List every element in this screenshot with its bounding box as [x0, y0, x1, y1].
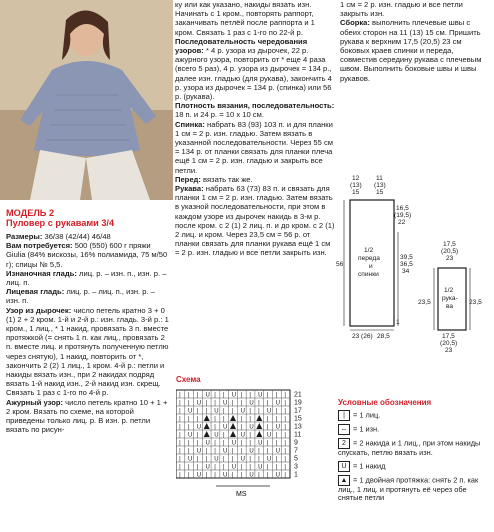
dim-hem: 1 — [396, 319, 400, 326]
sizes-label: Размеры: — [6, 232, 43, 241]
row-number: 3 — [294, 463, 298, 471]
eyelet-pattern-value: число петель кратно 3 + 0 (1) 2 + 2 кром. 1-й и 2-й р.: изн. гладь. 3-й р.: 1 кром., 1 лиц., * 1 накид, провязать 3 п. вместе протяжкой (= снять 1 п. как лиц., провязать 2 п. вместе лиц. и протянуть полученную петлю через снятую), 1 накид, повторить от *, закончить 2 (2) 1 лиц., 1 кром. 4-й р.: петли и накиды вязать изн., при 2 накидах подряд вязать 1-й накид изн., 2-й накид изн. скрещ. Связать 1 раз с 1-го по 4-й р. — [6, 305, 169, 398]
instructions-column-1 — [6, 232, 169, 434]
front-label: Перед: — [175, 174, 201, 184]
yarn-over-mark: U — [223, 448, 228, 455]
yarn-over-mark: U — [249, 400, 254, 407]
legend-item — [338, 438, 490, 458]
knit-mark: | — [240, 440, 243, 447]
knit-mark: | — [231, 448, 234, 455]
yarn-over-mark: U — [275, 424, 280, 431]
dim-side: 39,5 — [400, 254, 413, 261]
legend-text: = 1 двойная протяжка: снять 2 п. как лиц., 1 лиц. и протянуть её через обе снятые петли — [338, 475, 479, 503]
knit-mark: | — [249, 392, 251, 399]
knit-mark: | — [223, 416, 225, 423]
knit-mark: | — [187, 400, 190, 407]
dim-sleeve-bottom: 17,5 — [442, 333, 455, 340]
legend-text: = 2 накида и 1 лиц., при этом накиды спускать, петлю вязать изн. — [338, 438, 481, 457]
yarn-over-mark: U — [214, 408, 219, 415]
knit-mark: | — [214, 464, 216, 471]
knit-mark: | — [284, 424, 286, 431]
knit-mark: | — [179, 440, 181, 447]
row-number: 21 — [294, 391, 302, 399]
knit-mark: | — [266, 464, 269, 471]
reverse-stockinette-label: Изнаночная гладь: — [6, 268, 77, 278]
model-heading — [6, 208, 114, 228]
knit-mark: | — [223, 408, 225, 415]
knit-mark: | — [258, 472, 260, 479]
knit-mark: | — [275, 416, 278, 423]
repeat-label: MS — [236, 491, 247, 498]
sizes-value: 36/38 (42/44) 46/48 — [44, 232, 111, 241]
yarn-over-mark: U — [205, 464, 210, 471]
sleeves-label: Рукава: — [175, 184, 204, 194]
knit-mark: | — [187, 416, 190, 423]
row-number: 11 — [294, 431, 302, 439]
row-numbers — [294, 392, 302, 479]
knit-mark: | — [214, 440, 216, 447]
materials-label: Вам потребуется: — [6, 241, 73, 251]
knit-mark: | — [223, 432, 225, 439]
knit-mark: | — [266, 400, 269, 407]
yarn-over-mark: U — [196, 448, 202, 455]
knit-mark: | — [196, 392, 199, 399]
yarn-over-mark: U — [275, 448, 280, 455]
knit-mark: | — [275, 408, 278, 415]
knit-mark: | — [249, 408, 251, 415]
back-label: Спинка: — [175, 119, 205, 129]
knit-mark: | — [275, 432, 278, 439]
knit-mark: | — [284, 400, 286, 407]
yarn-over-mark: U — [249, 448, 254, 455]
lace-pattern-label: Ажурный узор: — [6, 397, 63, 407]
sequence-label: Последовательность чередования узоров: — [175, 36, 308, 56]
legend-item — [338, 461, 490, 472]
dim-sleeve-top: 17,5 — [443, 241, 456, 248]
legend-title: Условные обозначения — [338, 398, 432, 407]
row-number: 1 — [294, 471, 298, 479]
knit-mark: | — [266, 424, 269, 431]
dim-length: 56 — [336, 261, 344, 268]
yarn-over-mark: U — [231, 464, 237, 471]
knit-mark: | — [275, 392, 278, 399]
knit-mark: | — [284, 440, 286, 447]
knit-mark: | — [231, 408, 234, 415]
stockinette-label: Лицевая гладь: — [6, 287, 65, 297]
legend-symbol: U — [338, 461, 350, 472]
yarn-over-mark: U — [266, 408, 272, 415]
knit-mark: | — [284, 392, 286, 399]
garment-schematic — [330, 172, 494, 368]
knit-mark: | — [266, 440, 269, 447]
row-number: 9 — [294, 439, 298, 447]
knit-mark: | — [266, 416, 269, 423]
knit-mark: | — [284, 456, 286, 463]
sleeves-value: набрать 63 (73) 83 п. и связать для планки 1 см = 2 р. изн. гладью. Затем вязать в указной последовательности, при этом в каждом узоре из дырочек накидь в 3-м р. после кром. с 2 (1) 2 лиц. п. и до кром. с 2 (1) 2 лиц. и кром. Через 23,5 см = 56 р. от планки связать для планки рукава ещё 1 см = 2 р. изн. гладью и все петли закрыть изн. — [175, 184, 335, 258]
knit-mark: | — [258, 400, 260, 407]
knit-mark: | — [240, 400, 243, 407]
dim-shoulder: 11 — [376, 175, 383, 182]
knit-mark: | — [240, 392, 243, 399]
legend-item — [338, 410, 490, 421]
yarn-over-mark: U — [223, 400, 228, 407]
knit-mark: | — [249, 464, 251, 471]
sleeve-label-1: 1/2 — [444, 287, 454, 294]
yarn-over-mark: U — [249, 424, 254, 431]
dim-side-3: 34 — [402, 268, 410, 275]
yarn-over-mark: U — [258, 464, 263, 471]
reverse-stockinette-value: лиц. р. – изн. п., изн. р. – лиц. п. — [6, 268, 167, 288]
knit-mark: | — [187, 392, 190, 399]
dim-armhole-2: (19,5) — [394, 212, 412, 219]
knit-mark: | — [266, 392, 269, 399]
knit-mark: | — [284, 416, 286, 423]
knit-mark: | — [258, 408, 260, 415]
dim-side-2: 36,5 — [400, 261, 413, 268]
eyelet-pattern-label: Узор из дырочек: — [6, 305, 72, 315]
model-photo — [0, 0, 173, 200]
yarn-over-mark: U — [196, 472, 202, 479]
yarn-over-mark: U — [205, 392, 210, 399]
dim-width-3: 28,5 — [377, 333, 390, 340]
stockinette-value: лиц. р. – лиц. п., изн. р. – изн. п. — [6, 287, 155, 306]
gauge-label: Плотность вязания, последовательность: — [175, 101, 335, 111]
yarn-over-mark: U — [266, 432, 272, 439]
front-label-3: и — [369, 263, 373, 270]
knit-mark: | — [196, 456, 199, 463]
legend — [338, 398, 490, 503]
knit-mark: | — [205, 400, 208, 407]
yarn-over-mark: U — [258, 440, 263, 447]
yarn-over-mark: U — [223, 472, 228, 479]
dim-sleeve-height-2: 23,5 — [469, 299, 482, 306]
knit-mark: | — [196, 408, 199, 415]
legend-items — [338, 410, 490, 503]
legend-text: = 1 лиц. — [353, 410, 381, 420]
yarn-over-mark: U — [214, 432, 219, 439]
knit-mark: | — [205, 456, 208, 463]
yarn-over-mark: U — [275, 472, 280, 479]
assembly-label: Сборка: — [340, 18, 370, 28]
knit-mark: | — [179, 408, 181, 415]
knit-mark: | — [179, 432, 181, 439]
knit-mark: | — [187, 424, 190, 431]
knit-mark: | — [223, 456, 225, 463]
lace-continued: ку или как указано, накиды вязать изн. Начинать с 1 кром., повторять раппорт, заканчивать петлёй после раппорта и 1 кром. Связать 1 раз с 1-го по 22-й р. — [175, 0, 315, 37]
knit-mark: | — [249, 440, 251, 447]
knit-mark: | — [196, 464, 199, 471]
dim-sleeve-bottom-3: 23 — [445, 347, 453, 354]
dim-neck-2: (13) — [350, 182, 362, 189]
lace-pattern-value: число петель кратно 10 + 1 + 2 кром. Вязать по схеме, на которой приведены только лиц. р. В изн. р. петли вязать по рисун- — [6, 397, 168, 435]
knit-mark: | — [275, 464, 278, 471]
knit-mark: | — [284, 464, 286, 471]
yarn-over-mark: U — [266, 456, 272, 463]
dim-shoulder-2: (13) — [374, 182, 386, 189]
yarn-over-mark: U — [240, 432, 245, 439]
knit-mark: | — [258, 456, 260, 463]
knit-mark: | — [196, 416, 199, 423]
dim-neck: 12 — [352, 175, 360, 182]
yarn-over-mark: U — [275, 400, 280, 407]
knit-mark: | — [187, 472, 190, 479]
knit-mark: | — [214, 392, 216, 399]
row-number: 7 — [294, 447, 298, 455]
legend-symbol: | — [338, 410, 350, 421]
instructions-column-3 — [340, 0, 492, 83]
knit-mark: | — [179, 472, 181, 479]
yarn-over-mark: U — [205, 440, 210, 447]
knit-mark: | — [205, 448, 208, 455]
yarn-over-mark: U — [196, 424, 202, 431]
knit-mark: | — [196, 440, 199, 447]
knit-mark: | — [249, 456, 251, 463]
knitting-chart — [176, 388, 316, 498]
knit-mark: | — [240, 464, 243, 471]
knit-mark: | — [266, 472, 269, 479]
yarn-over-mark: U — [249, 472, 254, 479]
yarn-over-mark: U — [187, 432, 193, 439]
yarn-over-mark: U — [187, 408, 193, 415]
knit-mark: | — [179, 400, 181, 407]
knit-mark: | — [187, 440, 190, 447]
knit-mark: | — [223, 464, 225, 471]
yarn-over-mark: U — [240, 456, 245, 463]
legend-text: = 1 накид — [353, 461, 386, 471]
row-number: 13 — [294, 423, 302, 431]
knit-mark: | — [284, 432, 286, 439]
knit-mark: | — [179, 448, 181, 455]
model-subtitle: Пуловер с рукавами 3/4 — [6, 218, 115, 228]
front-value: вязать так же. — [203, 174, 253, 184]
dim-neck-3: 15 — [352, 189, 360, 196]
knit-mark: | — [214, 400, 216, 407]
knit-mark: | — [284, 408, 286, 415]
knit-mark: | — [240, 472, 243, 479]
yarn-over-mark: U — [258, 392, 263, 399]
dim-sleeve-bottom-2: (20,5) — [440, 340, 458, 347]
legend-symbol: – — [338, 424, 350, 435]
knit-mark: | — [240, 424, 243, 431]
knit-mark: | — [249, 416, 251, 423]
materials-value: 500 (550) 600 г пряжи Giulia (84% вискозы, 16% полиамида, 75 м/50 г); спицы № 5,5. — [6, 241, 168, 269]
knit-mark: | — [284, 472, 286, 479]
knit-mark: | — [187, 448, 190, 455]
knit-mark: | — [249, 432, 251, 439]
knit-mark: | — [258, 448, 260, 455]
instructions-column-2 — [175, 0, 335, 258]
yarn-over-mark: U — [223, 424, 228, 431]
chart-title: Схема — [176, 375, 201, 384]
dim-width: 23 — [352, 333, 360, 340]
yarn-over-mark: U — [187, 456, 193, 463]
yarn-over-mark: U — [196, 400, 202, 407]
yarn-over-mark: U — [231, 440, 237, 447]
knit-mark: | — [240, 448, 243, 455]
sleeves-continued: 1 см = 2 р. изн. гладью и все петли закрыть изн. — [340, 0, 463, 19]
dim-sleeve-top-2: (20,5) — [441, 248, 459, 255]
legend-item — [338, 475, 490, 503]
knit-mark: | — [179, 464, 181, 471]
knit-mark: | — [187, 464, 190, 471]
yarn-over-mark: U — [240, 408, 245, 415]
assembly-value: выполнить плечевые швы с обеих сторон на 11 (13) 15 см. Пришить рукава к верхним 17,5 (20,5) 23 см боковых краев спинки и переда, совместив середину рукава с плечевым швом. Выполнить боковые швы и швы рукавов. — [340, 18, 482, 83]
dim-armhole-3: 22 — [398, 219, 406, 226]
row-number: 15 — [294, 415, 302, 423]
sequence-value: * 4 р. узора из дырочек, 22 р. ажурного узора, повторить от * еще 4 раза (всего 5 раз), 4 р. узора из дырочек = 134 р., далее изн. гладью (для рукава), закончить 4 р. узора из дырочек = 134 р. (спинка) или 56 р. (рукава). — [175, 46, 332, 102]
knit-mark: | — [205, 408, 208, 415]
knit-mark: | — [223, 392, 225, 399]
knit-mark: | — [179, 416, 181, 423]
row-number: 17 — [294, 407, 302, 415]
knit-mark: | — [196, 432, 199, 439]
knit-mark: | — [214, 424, 216, 431]
dim-sleeve-height: 23,5 — [418, 299, 431, 306]
knit-mark: | — [214, 416, 216, 423]
knit-mark: | — [179, 424, 181, 431]
dim-shoulder-3: 15 — [376, 189, 384, 196]
knit-mark: | — [179, 456, 181, 463]
knit-mark: | — [205, 472, 208, 479]
dim-armhole: 16,5 — [396, 205, 409, 212]
knit-mark: | — [179, 392, 181, 399]
legend-symbol: 2 — [338, 438, 350, 449]
legend-text: = 1 изн. — [353, 424, 380, 434]
sleeve-label-2: рука- — [442, 295, 458, 302]
legend-item — [338, 424, 490, 435]
model-photo-illustration — [0, 0, 173, 200]
knit-mark: | — [240, 416, 243, 423]
yarn-over-mark: U — [231, 392, 237, 399]
knit-mark: | — [266, 448, 269, 455]
row-number: 19 — [294, 399, 302, 407]
yarn-over-mark: U — [214, 456, 219, 463]
model-title: МОДЕЛЬ 2 — [6, 208, 55, 218]
front-label-1: 1/2 — [364, 247, 374, 254]
knit-mark: | — [231, 472, 234, 479]
dim-sleeve-top-3: 23 — [446, 255, 454, 262]
back-value: набрать 83 (93) 103 п. и для планки 1 см = 2 р. изн. гладью. Затем вязать в указанной последовательности. Через 55 см = 134 р. от планки связать для планки плеча ещё 1 см = 2 р. изн. гладью и закрыть все петли. — [175, 119, 334, 175]
knit-mark: | — [275, 440, 278, 447]
knit-mark: | — [214, 472, 216, 479]
knit-mark: | — [223, 440, 225, 447]
knit-mark: | — [231, 400, 234, 407]
knit-mark: | — [275, 456, 278, 463]
knit-mark: | — [214, 448, 216, 455]
front-label-2: переда — [358, 255, 380, 262]
gauge-value: 18 п. и 24 р. = 10 х 10 см. — [175, 110, 264, 120]
legend-symbol: ▲ — [338, 475, 350, 486]
dim-width-2: (26) — [361, 333, 373, 340]
front-label-4: спинки — [358, 271, 379, 278]
knit-mark: | — [284, 448, 286, 455]
knit-mark: | — [231, 456, 234, 463]
sleeve-label-3: ва — [446, 303, 454, 310]
row-number: 5 — [294, 455, 298, 463]
